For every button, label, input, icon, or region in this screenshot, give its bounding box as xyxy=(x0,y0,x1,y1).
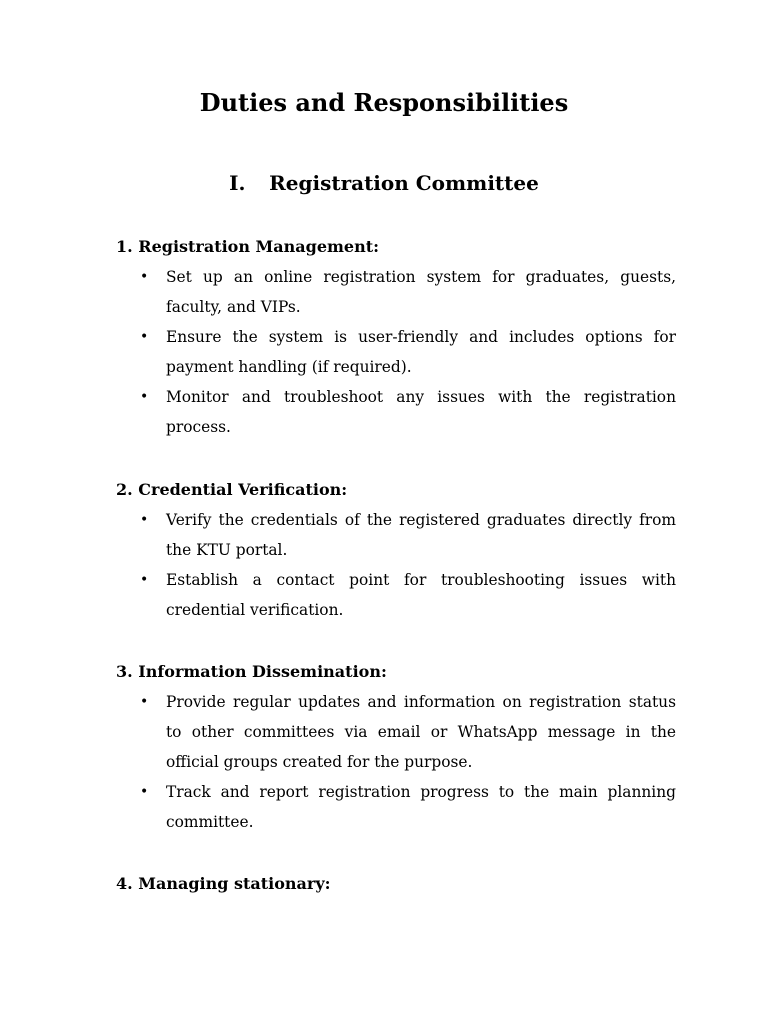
bullet-text: Track and report registration progress to the main planning committee. xyxy=(166,783,676,831)
section-heading xyxy=(0,168,768,198)
bullet-icon: • xyxy=(140,329,149,345)
bullet-text: Establish a contact point for troubleshooting issues with credential verification. xyxy=(166,571,676,619)
bullet-text: Set up an online registration system for graduates, guests, faculty, and VIPs. xyxy=(166,268,676,316)
subsection-managing-stationary xyxy=(116,873,676,899)
bullet-list xyxy=(116,687,676,837)
bullet-icon: • xyxy=(140,512,149,528)
bullet-item xyxy=(116,505,676,565)
bullet-item xyxy=(116,382,676,442)
bullet-icon: • xyxy=(140,389,149,405)
bullet-icon: • xyxy=(140,784,149,800)
bullet-list xyxy=(116,505,676,625)
bullet-text: Provide regular updates and information on registration status to other committees via email or WhatsApp message in the official groups created for the purpose. xyxy=(166,693,676,771)
bullet-text: Ensure the system is user-friendly and includes options for payment handling (if required). xyxy=(166,328,676,376)
bullet-icon: • xyxy=(140,572,149,588)
subsection-heading: 4. Managing stationary: xyxy=(116,874,331,893)
subsection-heading: 1. Registration Management: xyxy=(116,237,380,256)
bullet-icon: • xyxy=(140,269,149,285)
document-title: Duties and Responsibilities xyxy=(199,88,569,117)
subsection-information-dissemination xyxy=(116,661,676,837)
bullet-item xyxy=(116,687,676,777)
bullet-item xyxy=(116,777,676,837)
subsection-registration-management xyxy=(116,236,676,442)
bullet-icon: • xyxy=(140,694,149,710)
bullet-text: Monitor and troubleshoot any issues with the registration process. xyxy=(166,388,676,436)
bullet-item xyxy=(116,565,676,625)
bullet-item xyxy=(116,262,676,322)
subsection-heading: 2. Credential Verification: xyxy=(116,480,348,499)
subsection-heading: 3. Information Dissemination: xyxy=(116,662,387,681)
section-title: Registration Committee xyxy=(269,171,539,195)
bullet-text: Verify the credentials of the registered graduates directly from the KTU portal. xyxy=(166,511,676,559)
bullet-list xyxy=(116,262,676,442)
section-numeral: I. xyxy=(229,171,246,195)
bullet-item xyxy=(116,322,676,382)
subsection-credential-verification xyxy=(116,479,676,625)
